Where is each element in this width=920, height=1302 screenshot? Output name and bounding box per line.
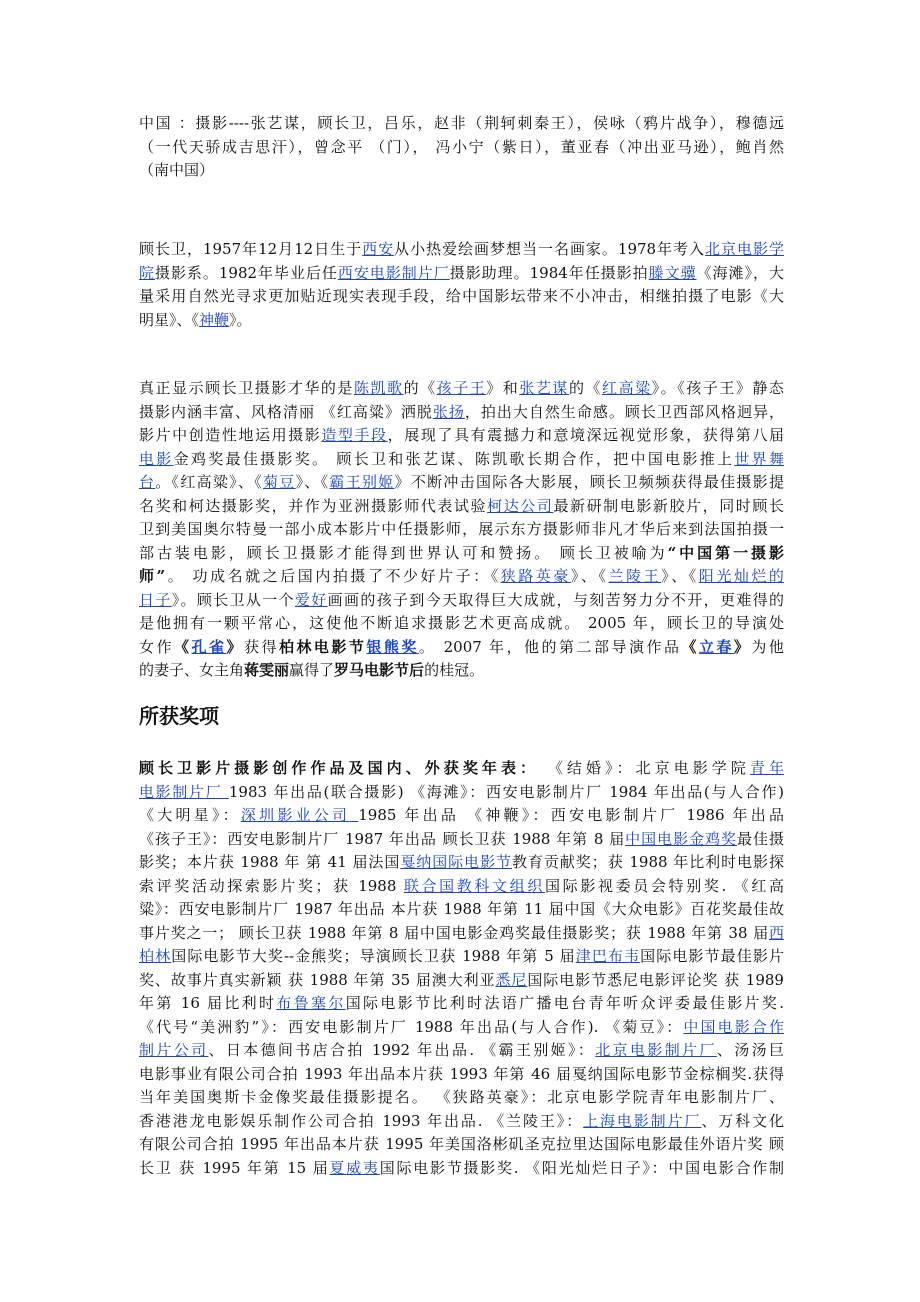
- text-run: 明星》、《: [139, 310, 200, 329]
- hyperlink[interactable]: 夏威夷: [329, 1158, 380, 1177]
- text-run: 顾长卫，1957年12月12日生于: [139, 240, 363, 258]
- text-run: 女作: [139, 637, 174, 656]
- text-run: 》和: [486, 379, 520, 397]
- text-line: [139, 285, 784, 309]
- text-line: [139, 495, 784, 519]
- text-run: 最佳摄: [737, 829, 784, 848]
- text-run: 》、《: [295, 473, 330, 491]
- text-run: 长卫 获 1995 年第 15 届: [139, 1158, 330, 1177]
- text-run: 电影事业有限公司合拍 1993 年出品本片获 1993 年第 46 届戛纳国际电影节金棕榈奖.获得: [139, 1064, 784, 1083]
- text-line: [139, 945, 784, 969]
- text-line: [139, 112, 784, 136]
- text-line: [139, 922, 784, 946]
- hyperlink[interactable]: 联合国教科文组织: [403, 876, 546, 895]
- text-run: 》、《: [661, 567, 699, 585]
- hyperlink[interactable]: 院: [139, 263, 155, 282]
- hyperlink[interactable]: 爱好: [294, 590, 328, 609]
- text-run: 、万科文化: [701, 1111, 784, 1130]
- text-run: 教育贡献奖；获 1988 年比利时电影探: [512, 853, 784, 871]
- text-line: [139, 992, 784, 1016]
- text-line: [139, 238, 784, 262]
- text-run: ，展现了具有震撼力和意境深远视觉形象，获得第八届: [387, 426, 784, 444]
- bold-text: 》: [733, 637, 752, 656]
- paragraph-cinematographers: [139, 112, 784, 183]
- section-heading-awards: 所获奖项: [139, 704, 219, 728]
- hyperlink[interactable]: 津巴布韦: [575, 947, 641, 965]
- hyperlink[interactable]: 悉尼: [495, 970, 528, 989]
- text-line: [139, 136, 784, 160]
- text-line: [139, 424, 784, 448]
- hyperlink[interactable]: 中国电影金鸡奖: [625, 829, 738, 848]
- text-run: 的桂冠。: [424, 661, 485, 679]
- text-run: 的《: [568, 379, 603, 397]
- text-run: 赢得了: [289, 661, 335, 679]
- text-line: [139, 612, 784, 636]
- hyperlink[interactable]: 北京电影制片厂: [595, 1041, 717, 1059]
- text-run: 1985 年出品 《神鞭》：西安电影制片厂 1986 年出品: [358, 806, 784, 824]
- hyperlink[interactable]: 布鲁塞尔: [276, 994, 346, 1012]
- text-line: [139, 589, 784, 613]
- text-run: 画画的孩子到今天取得巨大成就，与刻苦努力分不开，更难得的: [327, 590, 784, 609]
- text-run: 摄影内涵丰富、风格清丽 《红高粱》洒脱: [139, 402, 433, 421]
- text-line: [139, 781, 784, 805]
- bold-text: 《: [681, 637, 699, 656]
- text-line: [139, 262, 784, 286]
- text-run: 卫到美国奥尔特曼一部小成本影片中任摄影师，展示东方摄影师非凡才华后来到法国拍摄一: [139, 520, 784, 538]
- text-run: 部古装电影，顾长卫摄影才能得到世界认可和赞扬。 顾长卫被喻为: [139, 543, 668, 562]
- text-run: 《结婚》：北京电影学院: [539, 759, 750, 777]
- text-run: 、汤汤巨: [716, 1041, 784, 1059]
- text-line: [139, 471, 784, 495]
- hyperlink[interactable]: 霸王别姬: [329, 473, 395, 491]
- text-run: 。《红高粱》、《: [155, 473, 264, 491]
- text-line: [139, 875, 784, 899]
- text-run: 国际影视委员会特别奖. 《红高: [545, 876, 784, 895]
- text-line: [139, 1110, 784, 1134]
- text-line: [139, 448, 784, 472]
- text-run: 名奖和柯达摄影奖，并作为亚洲摄影师代表试验: [139, 496, 488, 515]
- paragraph-career: [139, 377, 784, 683]
- hyperlink[interactable]: 孔雀: [191, 637, 227, 656]
- hyperlink[interactable]: 上海电影制片厂: [583, 1111, 702, 1130]
- hyperlink[interactable]: 兰陵王: [608, 567, 662, 585]
- text-line: [139, 542, 784, 566]
- text-run: 》、《: [570, 567, 609, 585]
- text-line: [139, 757, 784, 781]
- hyperlink[interactable]: 柯达公司: [487, 496, 554, 515]
- paragraph-biography: [139, 238, 784, 332]
- hyperlink[interactable]: 西安: [362, 240, 395, 258]
- text-run: 真正显示顾长卫摄影才华的是: [139, 379, 354, 397]
- text-run: 的《: [403, 379, 437, 397]
- text-run: 《海滩》，大: [696, 263, 784, 282]
- text-run: 国际电影节摄影奖. 《阳光灿烂日子》：中国电影合作制: [379, 1158, 784, 1177]
- hyperlink[interactable]: 世界舞: [734, 449, 784, 468]
- bold-text: 蒋雯丽: [244, 661, 290, 679]
- text-run: 国际电影节最佳影片: [640, 947, 784, 965]
- text-run: 》。顾长卫从一个: [171, 590, 295, 609]
- text-line: [139, 969, 784, 993]
- hyperlink[interactable]: 台: [139, 473, 156, 491]
- hyperlink[interactable]: 菊豆: [263, 473, 296, 491]
- hyperlink[interactable]: 戛纳国际电影节: [400, 853, 512, 871]
- text-run: （一代天骄成吉思汗），曾念平 （门）， 冯小宁（紫日），董亚春（冲出亚马逊），鲍肖然: [139, 137, 784, 156]
- hyperlink[interactable]: 西: [768, 923, 784, 942]
- text-run: 影片中创造性地运用摄影: [139, 426, 322, 444]
- text-run: 从小热爱绘画梦想当一名画家。1978年考入: [394, 240, 706, 258]
- hyperlink[interactable]: 阳光灿烂的: [698, 567, 784, 585]
- hyperlink[interactable]: 西安电影制片厂: [337, 263, 450, 282]
- text-line: [139, 1016, 784, 1040]
- text-run: 国际电影节比利时法语广播电台青年听众评委最佳影片奖.: [345, 994, 784, 1012]
- text-run: 为他: [751, 637, 784, 656]
- text-line: [139, 804, 784, 828]
- hyperlink[interactable]: 张扬: [432, 402, 465, 421]
- text-run: 年第 16 届比利时: [139, 994, 277, 1012]
- hyperlink[interactable]: 电影制片厂: [139, 782, 229, 801]
- hyperlink[interactable]: 中国电影合作: [683, 1017, 784, 1036]
- hyperlink[interactable]: 陈凯歌: [353, 379, 404, 397]
- text-line: [139, 159, 784, 183]
- text-run: 。 功成名就之后国内拍摄了不少好片子：《: [165, 567, 501, 585]
- paragraph-awards-list: [139, 757, 784, 1180]
- text-line: [139, 1133, 784, 1157]
- text-run: ，拍出大自然生命感。顾长卫西部风格迥异，: [464, 402, 784, 421]
- hyperlink[interactable]: 电影: [139, 449, 174, 468]
- text-run: 量采用自然光寻求更加贴近现实表现手段，给中国影坛带来不小冲击，相继拍摄了电影《大: [139, 287, 784, 305]
- text-run: 《代号“美洲豹”》：西安电影制片厂 1988 年出品(与人合作). 《菊豆》：: [139, 1017, 684, 1036]
- text-line: [139, 898, 784, 922]
- text-run: 国际电影节大奖--金熊奖；导演顾长卫获 1988 年第 5 届: [171, 947, 576, 965]
- text-run: 是他拥有一颗平常心，这使他不断追求摄影艺术更高成就。 2005 年，顾长卫的导演处: [139, 614, 784, 632]
- text-line: [139, 1157, 784, 1181]
- bold-text: 顾长卫影片摄影创作作品及国内、外获奖年表：: [139, 759, 540, 777]
- hyperlink[interactable]: 造型手段: [321, 426, 388, 444]
- hyperlink[interactable]: 青年: [749, 759, 784, 777]
- hyperlink[interactable]: 立春: [698, 637, 734, 656]
- text-run: （南中国）: [139, 161, 215, 179]
- text-run: 国际电影节悉尼电影评论奖 获 1989: [527, 970, 784, 989]
- hyperlink[interactable]: 深圳影业公司: [240, 806, 359, 824]
- hyperlink[interactable]: 滕文骥: [648, 263, 697, 282]
- bold-text: 柏林电影节: [278, 637, 367, 656]
- hyperlink[interactable]: 神鞭: [199, 310, 230, 329]
- text-run: 》不断冲击国际各大影展，顾长卫频频获得最佳摄影提: [394, 473, 784, 491]
- text-run: 索评奖活动探索影片奖；获 1988: [139, 876, 404, 895]
- text-line: [139, 1086, 784, 1110]
- text-run: 当年美国奥斯卡金像奖最佳摄影提名。 《狭路英豪》：北京电影学院青年电影制片厂、: [139, 1088, 784, 1106]
- text-run: 《大明星》：: [139, 806, 241, 824]
- text-line: [139, 1063, 784, 1087]
- text-line: [139, 659, 784, 683]
- text-line: [139, 636, 784, 660]
- text-run: 》。《孩子王》静态: [651, 379, 784, 397]
- text-run: 金鸡奖最佳摄影奖。 顾长卫和张艺谋、陈凯歌长期合作，把中国电影推上: [173, 449, 735, 468]
- bold-text: “中国第一摄影: [667, 543, 784, 562]
- text-run: 。 2007 年，他的第二部导演作品: [418, 637, 682, 656]
- text-run: 奖、故事片真实新颖 获 1988 年第 35 届澳大利亚: [139, 970, 496, 989]
- text-run: 香港港龙电影娱乐制作公司合拍 1993 年出品. 《兰陵王》：: [139, 1111, 584, 1130]
- text-run: 《孩子王》：西安电影制片厂 1987 年出品 顾长卫获 1988 年第 8 届: [139, 829, 626, 848]
- text-run: 粱》：西安电影制片厂 1987 年出品 本片获 1988 年第 11 届中国《大众电影》百花奖最佳故: [139, 900, 784, 918]
- hyperlink[interactable]: 日子: [139, 590, 172, 609]
- hyperlink[interactable]: 狭路英豪: [500, 567, 571, 585]
- text-line: [139, 851, 784, 875]
- text-line: [139, 377, 784, 401]
- text-line: [139, 401, 784, 425]
- hyperlink[interactable]: 孩子王: [436, 379, 487, 397]
- text-run: 事片奖之一； 顾长卫获 1988 年第 8 届中国电影金鸡奖最佳摄影奖；获 1988 年第 38 届: [139, 923, 769, 942]
- hyperlink[interactable]: 红高粱: [602, 379, 652, 397]
- hyperlink[interactable]: 北京电影学: [705, 240, 784, 258]
- text-run: 中国 ：摄影----张艺谋，顾长卫，吕乐，赵非（荆轲刺秦王），侯咏（鸦片战争），穆德远: [139, 114, 784, 132]
- text-run: 最新研制电影新胶片，同时顾长: [553, 496, 784, 515]
- text-line: [139, 828, 784, 852]
- text-run: 》。: [229, 310, 252, 329]
- hyperlink[interactable]: 银熊奖: [366, 637, 419, 656]
- text-line: [139, 565, 784, 589]
- text-run: 摄影助理。1984年任摄影拍: [449, 263, 649, 282]
- text-run: 的妻子、女主角: [139, 661, 245, 679]
- hyperlink[interactable]: 张艺谋: [519, 379, 569, 397]
- bold-text: 《: [173, 637, 192, 656]
- bold-text: 罗马电影节后: [334, 661, 425, 679]
- text-line: [139, 309, 784, 333]
- text-run: 1983 年出品(联合摄影) 《海滩》：西安电影制片厂 1984 年出品(与人合作): [228, 782, 784, 801]
- text-run: 获得: [243, 637, 279, 656]
- text-line: [139, 1039, 784, 1063]
- text-run: 有限公司合拍 1995 年出品本片获 1995 年美国洛彬矶圣克拉里达国际电影最佳外语片奖 顾: [139, 1135, 784, 1153]
- hyperlink[interactable]: 制片公司: [139, 1041, 209, 1059]
- bold-text: 》: [226, 637, 244, 656]
- hyperlink[interactable]: 柏林: [139, 947, 172, 965]
- text-run: 影奖；本片获 1988 年 第 41 届法国: [139, 853, 401, 871]
- text-line: [139, 518, 784, 542]
- text-run: 、日本德间书店合拍 1992 年出品. 《霸王别姬》：: [208, 1041, 596, 1059]
- bold-text: 师”: [139, 567, 166, 585]
- text-run: 摄影系。1982年毕业后任: [154, 263, 338, 282]
